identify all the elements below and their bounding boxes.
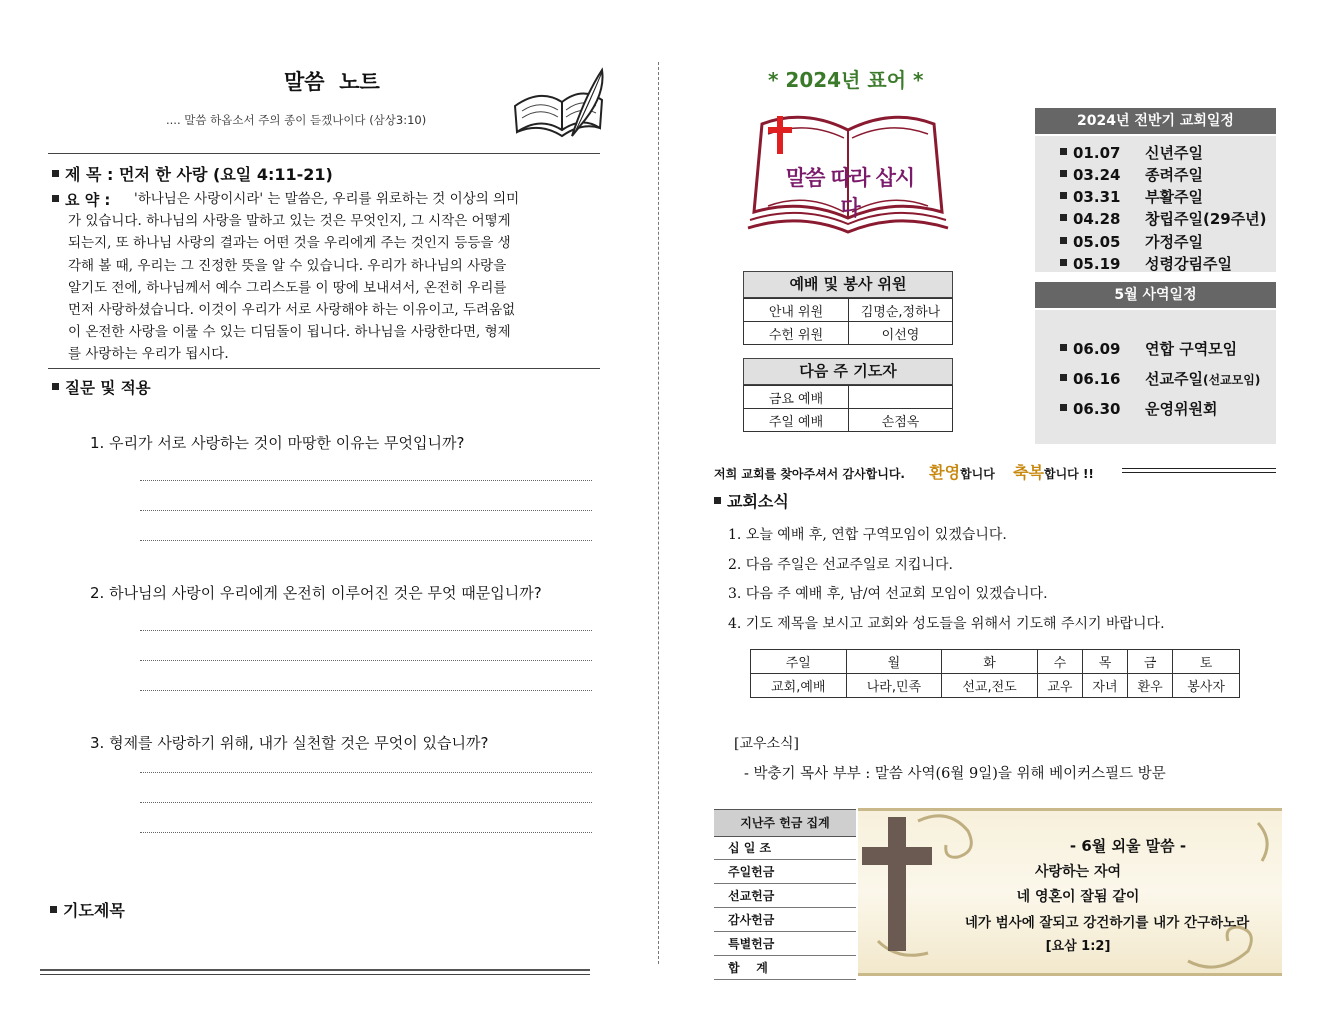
table-row <box>714 908 856 932</box>
day-cell: 토 <box>1173 650 1240 674</box>
ministry-event: 연합 구역모임 <box>1145 340 1238 358</box>
topic-cell: 자녀 <box>1082 674 1127 698</box>
news-list <box>728 521 1165 639</box>
table-row <box>751 650 1240 674</box>
prayer-person: 손점옥 <box>849 409 953 432</box>
motto-book <box>744 108 952 240</box>
verse-line: 네가 범사에 잘되고 강건하기를 내가 간구하노라 <box>964 915 1250 931</box>
news-item: 2. 다음 주일은 선교주일로 지킵니다. <box>728 556 953 573</box>
worship-person: 김명순,정하나 <box>849 299 953 322</box>
schedule-item <box>1060 208 1267 229</box>
summary-line: 가 있습니다. 하나님의 사랑을 말하고 있는 것은 무엇인지, 그 시작은 어떻게 <box>68 213 511 230</box>
topic-cell: 환우 <box>1128 674 1173 698</box>
schedule-event: 가정주일 <box>1145 233 1203 251</box>
news-item: 1. 오늘 예배 후, 연합 구역모임이 있겠습니다. <box>728 527 1007 543</box>
schedule-item <box>1060 164 1203 185</box>
sermon-theme <box>52 162 333 185</box>
table-row <box>744 299 953 322</box>
prayer-service: 주일 예배 <box>744 409 849 432</box>
ministry-event: 선교주일 <box>1145 370 1203 388</box>
prayer-topic-table <box>750 649 1240 698</box>
blessing-word: 축복 <box>1013 463 1044 482</box>
topic-cell: 교회,예배 <box>751 674 847 698</box>
verse-line: 사랑하는 자여 <box>1034 864 1122 880</box>
summary-line: '하나님은 사랑이시라' 는 말씀은, 우리를 위로하는 것 이상의 의미 <box>134 191 520 207</box>
prayer-header <box>50 898 125 921</box>
worship-table <box>743 298 953 345</box>
day-cell: 목 <box>1082 650 1127 674</box>
page-subtitle: .... 말씀 하옵소서 주의 종이 듣겠나이다 (삼상3:10) <box>166 113 427 127</box>
answer-line[interactable] <box>140 772 592 773</box>
blessing-suffix: 합니다 !! <box>1043 467 1094 481</box>
bullet-icon <box>1060 259 1067 266</box>
topic-cell: 나라,민족 <box>846 674 942 698</box>
table-row <box>714 884 856 908</box>
schedule-event: 부활주일 <box>1145 188 1203 206</box>
schedule-event: 신년주일 <box>1145 144 1203 162</box>
answer-line[interactable] <box>140 510 592 511</box>
ministry-event: 운영위원회 <box>1145 400 1218 418</box>
prayer-header-text: 기도제목 <box>63 901 125 920</box>
page-fold-divider <box>658 62 659 964</box>
ministry-item <box>1060 338 1237 359</box>
news-item: 4. 기도 제목을 보시고 교회와 성도들을 위해서 기도해 주시기 바랍니다. <box>728 615 1165 632</box>
member-news-item: - 박충기 목사 부부 : 말씀 사역(6월 9일)을 위해 베이커스필드 방문 <box>744 766 1166 782</box>
answer-line[interactable] <box>140 540 592 541</box>
welcome-double-rule <box>1122 468 1276 473</box>
schedule-date: 01.07 <box>1073 144 1121 162</box>
day-cell: 월 <box>846 650 942 674</box>
table-row <box>744 386 953 409</box>
question-1: 1. 우리가 서로 사랑하는 것이 마땅한 이유는 무엇입니까? <box>90 434 465 452</box>
member-news-header: [교우소식] <box>734 736 800 752</box>
schedule-item <box>1060 231 1203 252</box>
bullet-icon <box>1060 192 1067 199</box>
schedule-date: 05.19 <box>1073 255 1121 273</box>
table-row <box>744 409 953 432</box>
offering-item: 주일헌금 <box>714 860 856 884</box>
offering-item: 특별헌금 <box>714 932 856 956</box>
question-2: 2. 하나님의 사랑이 우리에게 온전히 이루어진 것은 무엇 때문입니까? <box>90 584 542 602</box>
summary-line: 알기도 전에, 하나님께서 예수 그리스도를 이 땅에 보내셔서, 온전히 우리를 <box>68 279 507 296</box>
day-cell: 수 <box>1037 650 1082 674</box>
welcome-word: 환영 <box>929 463 961 482</box>
page-title: 말씀 노트 <box>284 70 380 94</box>
bottom-divider-2 <box>40 974 590 975</box>
offering-item: 합 계 <box>714 956 856 980</box>
title-divider <box>48 153 600 154</box>
bullet-icon <box>52 195 59 202</box>
ministry-item <box>1060 368 1260 389</box>
table-row <box>714 836 856 860</box>
prayer-next-header: 다음 주 기도자 <box>743 358 953 385</box>
summary-line: 먼저 사랑하셨습니다. 이것이 우리가 서로 사랑해야 하는 이유이고, 두려움없 <box>68 302 516 319</box>
ministry-date: 06.09 <box>1073 340 1121 358</box>
ministry-item <box>1060 398 1217 419</box>
answer-line[interactable] <box>140 480 592 481</box>
verse-title: - 6월 외울 말씀 - <box>1069 837 1187 855</box>
welcome-prefix: 저희 교회를 찾아주셔서 감사합니다. <box>714 467 905 481</box>
book-quill-icon <box>510 66 610 148</box>
day-cell: 주일 <box>751 650 847 674</box>
answer-line[interactable] <box>140 630 592 631</box>
bullet-icon <box>52 383 59 390</box>
schedule-item <box>1060 142 1203 163</box>
offering-table <box>714 836 856 980</box>
news-item: 3. 다음 주 예배 후, 남/여 선교회 모임이 있겠습니다. <box>728 586 1048 602</box>
motto-title: * 2024년 표어 * <box>768 68 924 92</box>
ministry-date: 06.30 <box>1073 400 1121 418</box>
schedule-header: 2024년 전반기 교회일정 <box>1035 108 1276 134</box>
ministry-date: 06.16 <box>1073 370 1121 388</box>
table-row <box>714 932 856 956</box>
worship-person: 이선영 <box>849 322 953 345</box>
prayer-person <box>849 386 953 409</box>
table-row <box>714 860 856 884</box>
question-3: 3. 형제를 사랑하기 위해, 내가 실천할 것은 무엇이 있습니까? <box>90 734 489 752</box>
answer-line[interactable] <box>140 690 592 691</box>
offering-item: 감사헌금 <box>714 908 856 932</box>
schedule-event: 성령강림주일 <box>1145 255 1232 273</box>
welcome-suffix: 합니다 <box>960 467 995 481</box>
schedule-date: 04.28 <box>1073 210 1121 228</box>
theme-label: 제 목 : <box>65 165 114 184</box>
day-cell: 화 <box>942 650 1038 674</box>
bullet-icon <box>1060 170 1067 177</box>
summary-divider <box>48 368 600 369</box>
table-row <box>714 956 856 980</box>
bullet-icon <box>52 170 59 177</box>
bullet-icon <box>50 906 57 913</box>
cross-icon <box>862 817 932 951</box>
summary-text <box>68 188 596 366</box>
bullet-icon <box>1060 214 1067 221</box>
answer-line[interactable] <box>140 660 592 661</box>
theme-text: 먼저 한 사랑 (요일 4:11-21) <box>119 165 333 184</box>
summary-line: 이 온전한 사랑을 이룰 수 있는 디딤돌이 됩니다. 하나님을 사랑한다면, 형제 <box>68 324 511 341</box>
welcome-line <box>714 460 1094 483</box>
answer-line[interactable] <box>140 802 592 803</box>
verse-line: 네 영혼이 잘됨 같이 <box>1016 889 1140 905</box>
news-header <box>714 489 789 512</box>
table-row <box>744 322 953 345</box>
day-cell: 금 <box>1128 650 1173 674</box>
schedule-item <box>1060 253 1232 274</box>
offering-item: 선교헌금 <box>714 884 856 908</box>
verse-panel <box>858 808 1282 976</box>
schedule-item <box>1060 186 1203 207</box>
bullet-icon <box>1060 344 1067 351</box>
worship-role: 수헌 위원 <box>744 322 849 345</box>
offering-item: 십 일 조 <box>714 836 856 860</box>
ministry-header: 5월 사역일정 <box>1035 282 1276 308</box>
worship-role: 안내 위원 <box>744 299 849 322</box>
questions-header-text: 질문 및 적용 <box>65 379 151 397</box>
offering-header: 지난주 헌금 집계 <box>714 809 856 837</box>
schedule-date: 03.31 <box>1073 188 1121 206</box>
topic-cell: 교우 <box>1037 674 1082 698</box>
schedule-event: 종려주일 <box>1145 166 1203 184</box>
schedule-date: 03.24 <box>1073 166 1121 184</box>
summary-line: 각해 볼 때, 우리는 그 진정한 뜻을 알 수 있습니다. 우리가 하나님의 사랑을 <box>68 257 507 274</box>
prayer-service: 금요 예배 <box>744 386 849 409</box>
summary-line: 를 사랑하는 우리가 됩시다. <box>68 346 229 363</box>
topic-cell: 선교,전도 <box>942 674 1038 698</box>
news-header-text: 교회소식 <box>727 492 789 511</box>
bottom-divider-1 <box>40 969 590 971</box>
bullet-icon <box>1060 404 1067 411</box>
verse-reference: [요삼 1:2] <box>1045 939 1111 954</box>
answer-line[interactable] <box>140 832 592 833</box>
bullet-icon <box>1060 237 1067 244</box>
bullet-icon <box>1060 374 1067 381</box>
topic-cell: 봉사자 <box>1173 674 1240 698</box>
schedule-event: 창립주일(29주년) <box>1145 210 1267 228</box>
questions-header <box>52 376 151 398</box>
summary-label-text: 요 약 : <box>65 191 111 209</box>
bullet-icon <box>1060 148 1067 155</box>
ministry-event-note: (선교모임) <box>1202 373 1261 387</box>
summary-line: 되는지, 또 하나님 사랑의 결과는 어떤 것을 우리에게 주는 것인지 등등을 생 <box>68 235 511 252</box>
prayer-next-table <box>743 385 953 432</box>
worship-header: 예배 및 봉사 위원 <box>743 271 953 298</box>
motto-book-text: 말씀 따라 삽시다 <box>785 166 915 220</box>
schedule-date: 05.05 <box>1073 233 1121 251</box>
table-row <box>751 674 1240 698</box>
bullet-icon <box>714 497 721 504</box>
